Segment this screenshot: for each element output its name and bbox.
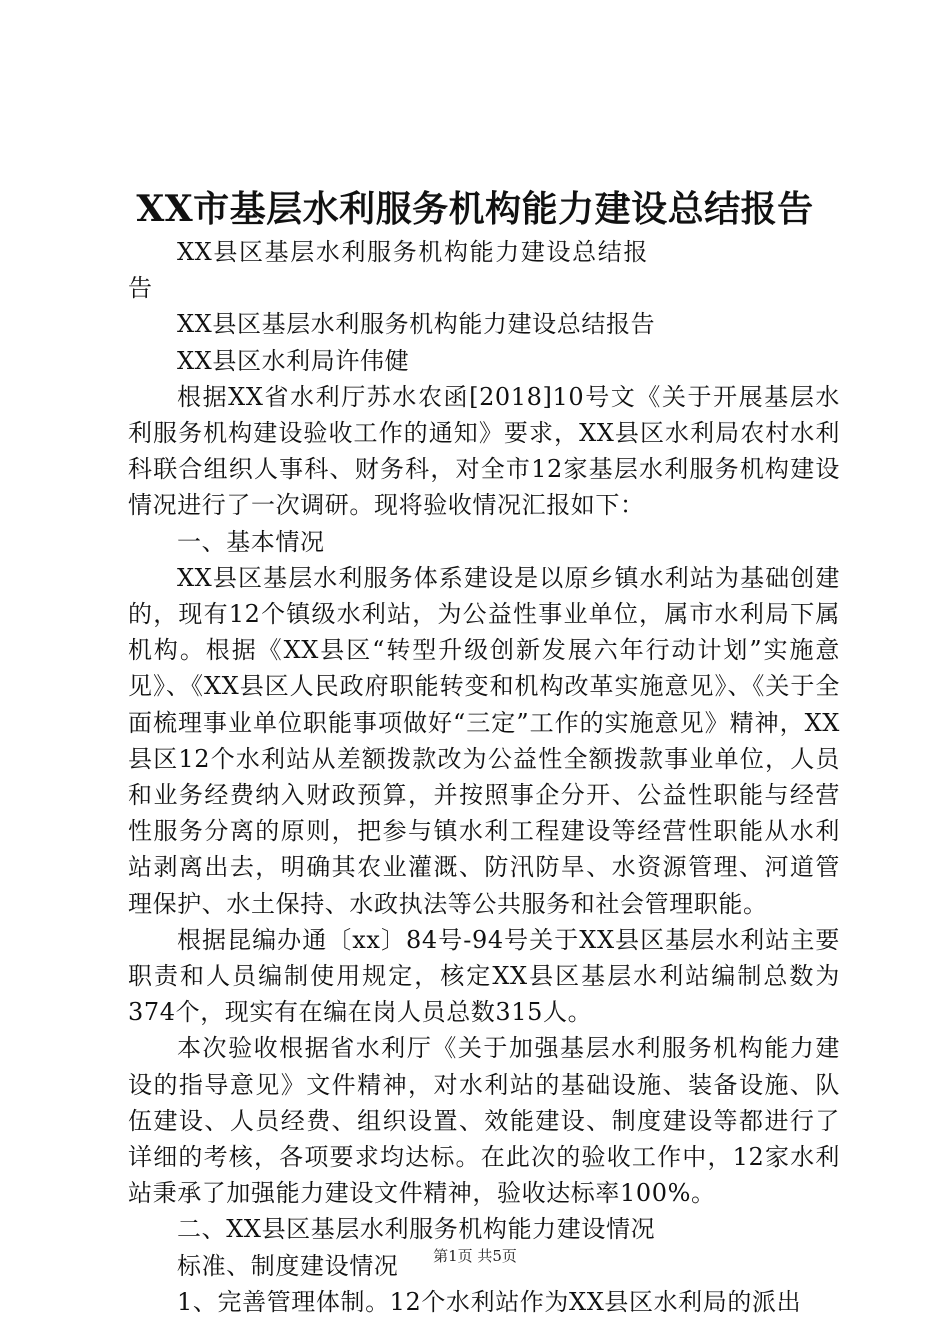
acceptance-paragraph: 本次验收根据省水利厅《关于加强基层水利服务机构能力建设的指导意见》文件精神，对水利站的基础设施、装备设施、队伍建设、人员经费、组织设置、效能建设、制度建设等都进行了详细的考核，各项要求均达标。在此次的验收工作中，12家水利站秉承了加强能力建设文件精神，验收达标率100%。 [128,1034,840,1208]
intro-paragraph: 根据XX省水利厅苏水农函[2018]10号文《关于开展基层水利服务机构建设验收工作的通知》要求，XX县区水利局农村水利科联合组织人事科、财务科，对全市12家基层水利服务机构建设情况进行了一次调研。现将验收情况汇报如下： [128,382,840,520]
section-heading-basic: 一、基本情况 [177,527,325,556]
page-number: 第1页 共5页 [433,1247,517,1265]
document-body [128,234,840,1320]
basic-situation-paragraph: XX县区基层水利服务体系建设是以原乡镇水利站为基础创建的，现有12个镇级水利站，为公益性事业单位，属市水利局下属机构。根据《XX县区“转型升级创新发展六年行动计划”实施意见》、《XX县区人民政府职能转变和机构改革实施意见》、《关于全面梳理事业单位职能事项做好“三定”工作的实施意见》精神，XX县区12个水利站从差额拨款改为公益性全额拨款事业单位，人员和业务经费纳入财政预算，并按照事企分开、公益性职能与经营性服务分离的原则，把参与镇水利工程建设等经营性职能从水利站剥离出去，明确其农业灌溉、防汛防旱、水资源管理、河道管理保护、水土保持、水政执法等公共服务和社会管理职能。 [128,563,840,918]
author-line: XX县区水利局许伟健 [177,346,410,375]
document-title: XX市基层水利服务机构能力建设总结报告 [136,188,814,230]
staffing-paragraph: 根据昆编办通〔xx〕84号-94号关于XX县区基层水利站主要职责和人员编制使用规定，核定XX县区基层水利站编制总数为374个，现实有在编在岗人员总数315人。 [128,925,840,1027]
subsection-heading-standards: 标准、制度建设情况 [177,1251,399,1280]
subtitle-paragraph: XX县区基层水利服务机构能力建设总结报告 [128,238,648,303]
item-paragraph-1: 1、完善管理体制。12个水利站作为XX县区水利局的派出 [177,1287,802,1316]
subtitle-repeat-paragraph: XX县区基层水利服务机构能力建设总结报告 [177,310,656,339]
section-heading-capacity: 二、XX县区基层水利服务机构能力建设情况 [177,1215,656,1244]
